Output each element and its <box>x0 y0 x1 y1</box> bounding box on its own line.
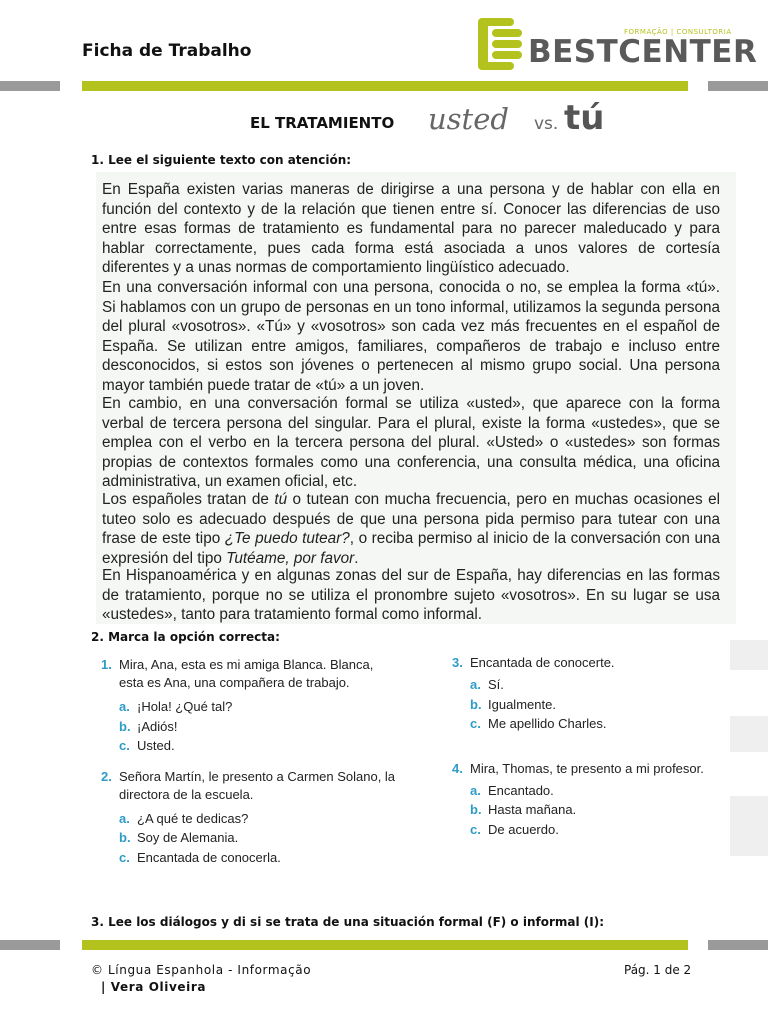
exercise-item <box>101 768 401 868</box>
exercise-column-right <box>452 654 732 839</box>
answer-option[interactable] <box>452 714 732 734</box>
answer-option[interactable] <box>452 695 732 715</box>
option-text: Soy de Alemania. <box>137 830 239 845</box>
option-text: Sí. <box>488 677 504 692</box>
footer-author: | Vera Oliveira <box>101 980 207 994</box>
logo-mark-icon <box>478 18 524 70</box>
option-text: ¿A qué te dedicas? <box>137 810 249 826</box>
item-question: Mira, Ana, esta es mi amiga Blanca. Blanca, esta es Ana, una compañera de trabajo. <box>119 657 374 690</box>
section3-label: 3. Lee los diálogos y di si se trata de una situación formal (F) o informal (I): <box>91 915 605 929</box>
item-number: 3. <box>452 655 463 670</box>
item-question: Señora Martín, le presento a Carmen Solano, la directora de la escuela. <box>119 768 396 802</box>
option-letter: b. <box>119 830 131 845</box>
answer-option[interactable] <box>452 820 732 840</box>
option-text: ¡Adiós! <box>137 718 178 734</box>
answer-option[interactable] <box>101 697 401 717</box>
footer-rule-center <box>82 940 688 950</box>
main-title-vs: vs. <box>534 114 559 134</box>
exercise-item <box>101 656 401 756</box>
decorative-block <box>730 716 768 752</box>
header-rule-center <box>82 81 688 91</box>
option-text: Encantado. <box>488 782 554 798</box>
option-letter: a. <box>470 677 481 692</box>
header-rule-right <box>708 81 768 91</box>
option-text: Encantada de conocerla. <box>137 849 281 865</box>
reading-paragraph-4: Los españoles tratan de tú o tutean con mucha frecuencia, pero en muchas ocasiones el tuteo solo es adecuado después de que una persona pida permiso para tutear con una frase de este tipo ¿Te puedo tutear?, o reciba permiso al inicio de la conversación con una expresión del tipo Tutéame, por favor. <box>102 491 721 567</box>
option-letter: c. <box>470 821 481 837</box>
option-letter: b. <box>470 802 482 817</box>
page-number: Pág. 1 de 2 <box>624 963 692 977</box>
decorative-block <box>730 796 768 856</box>
exercise-item <box>452 760 732 840</box>
section1-label: 1. Lee el siguiente texto con atención: <box>91 153 352 167</box>
option-text: Me apellido Charles. <box>488 716 607 731</box>
item-question: Mira, Thomas, te presento a mi profesor. <box>470 760 704 776</box>
reading-paragraph: En cambio, en una conversación formal se utiliza «usted», que aparece con la forma verbal de tercera persona del singular. Para el plural, existe la forma «ustedes», que se emplea con el verbo en la tercera persona del plural. «Usted» o «ustedes» son formas propias de contextos formales como una conferencia, una consulta médica, una oficina administrativa, un examen oficial, etc. <box>102 395 720 491</box>
logo-name: BESTCENTER <box>528 34 758 70</box>
answer-option[interactable] <box>101 848 401 868</box>
option-text: ¡Hola! ¿Qué tal? <box>137 699 233 714</box>
item-number: 1. <box>101 657 112 672</box>
option-letter: a. <box>119 699 130 714</box>
option-letter: c. <box>470 716 481 731</box>
answer-option[interactable] <box>101 736 401 756</box>
reading-paragraph: En una conversación informal con una persona, conocida o no, se emplea la forma «tú». Si hablamos con un grupo de personas en un tono informal, utilizamos la segunda persona del plural «vosotros». «Tú» y «vosotros» son cada vez más frecuentes en el español de España. Se utilizan entre amigos, familiares, compañeros de trabajo e incluso entre desconocidos, si estos son jóvenes o pertenecen al mismo grupo social. Una persona mayor también puede tratar de «tú» a un joven. <box>102 279 720 394</box>
answer-option[interactable] <box>101 809 401 829</box>
item-question: Encantada de conocerte. <box>470 655 615 670</box>
option-letter: c. <box>119 849 130 865</box>
option-letter: a. <box>470 782 481 798</box>
option-text: Igualmente. <box>488 696 556 712</box>
main-title-tu: tú <box>564 98 605 138</box>
answer-option[interactable] <box>452 800 732 820</box>
exercise-item <box>452 654 732 734</box>
answer-option[interactable] <box>452 781 732 801</box>
logo-subtitle: FORMAÇÃO | CONSULTORIA <box>624 28 732 36</box>
reading-paragraph: En España existen varias maneras de dirigirse a una persona y de hablar con ella en función del contexto y de la relación que tienen entre sí. Conocer las diferencias de uso entre esas formas de tratamiento es fundamental para no parecer maleducado y para hablar correctamente, pues cada forma está asociada a unos valores de cortesía diferentes y a unas normas de comportamiento lingüístico adecuado. <box>102 181 720 277</box>
decorative-block <box>730 640 768 670</box>
option-letter: c. <box>119 738 130 753</box>
reading-text-panel <box>96 172 736 624</box>
footer-rule-left <box>0 940 60 950</box>
option-text: Hasta mañana. <box>488 802 577 817</box>
answer-option[interactable] <box>101 717 401 737</box>
bestcenter-logo <box>478 14 758 74</box>
main-title-usted: usted <box>428 102 509 136</box>
section2-label: 2. Marca la opción correcta: <box>91 630 280 644</box>
header-rule-left <box>0 81 60 91</box>
option-letter: b. <box>119 718 131 734</box>
item-number: 4. <box>452 760 463 776</box>
item-number: 2. <box>101 768 112 784</box>
exercise-column-left <box>101 656 401 867</box>
main-title-text: EL TRATAMIENTO <box>250 114 395 132</box>
footer-rule-right <box>708 940 768 950</box>
reading-paragraph <box>102 490 720 568</box>
reading-paragraph: En Hispanoamérica y en algunas zonas del sur de España, hay diferencias en las formas de tratamiento, porque no se utiliza el pronombre sujeto «vosotros». En su lugar se usa «ustedes», tanto para tratamiento formal como informal. <box>102 567 720 624</box>
option-text: De acuerdo. <box>488 821 559 837</box>
option-letter: a. <box>119 810 130 826</box>
answer-option[interactable] <box>452 675 732 695</box>
option-letter: b. <box>470 696 482 712</box>
worksheet-title: Ficha de Trabalho <box>82 41 252 61</box>
answer-option[interactable] <box>101 828 401 848</box>
option-text: Usted. <box>137 738 175 753</box>
footer-course: © Língua Espanhola - Informação <box>91 963 312 977</box>
